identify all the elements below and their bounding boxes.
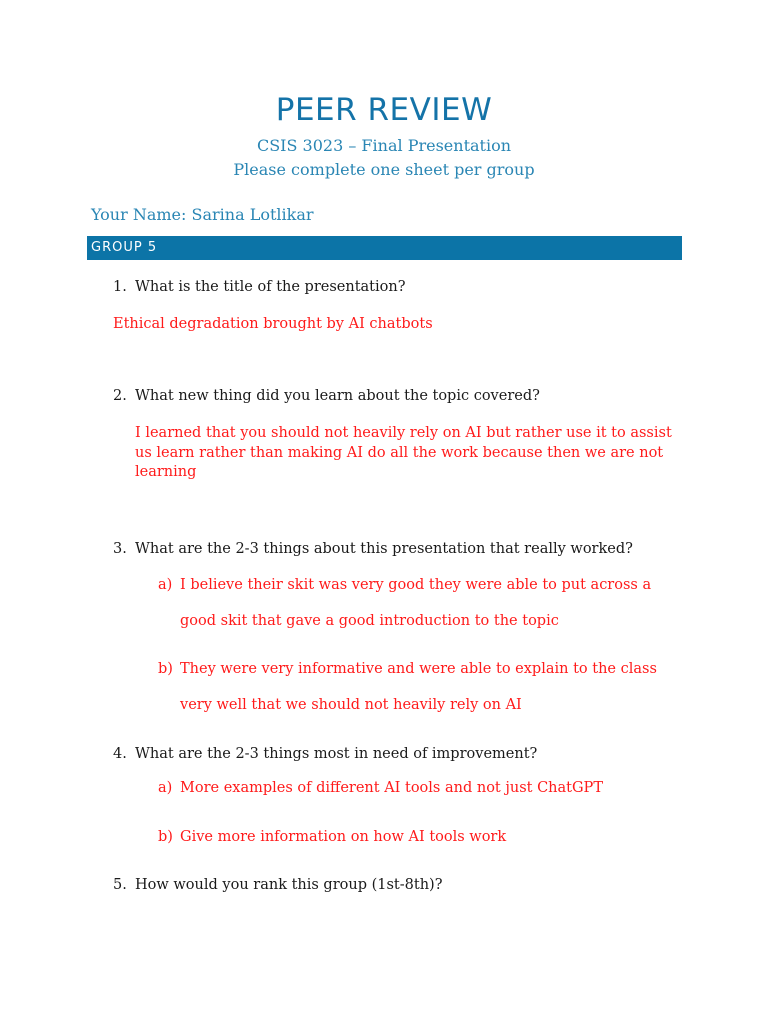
question-5 bbox=[113, 877, 442, 893]
answer-4a-letter: a) bbox=[158, 780, 173, 796]
your-name-line: Your Name: Sarina Lotlikar bbox=[91, 205, 314, 224]
question-3-text: What are the 2-3 things about this presentation that really worked? bbox=[135, 541, 633, 557]
group-bar: GROUP 5 bbox=[87, 236, 682, 260]
answer-4b-letter: b) bbox=[158, 829, 173, 845]
question-5-text: How would you rank this group (1st-8th)? bbox=[135, 877, 443, 893]
answer-4b-text: Give more information on how AI tools work bbox=[180, 829, 507, 845]
question-2-number: 2. bbox=[113, 388, 127, 404]
course-subtitle: CSIS 3023 – Final Presentation bbox=[256, 136, 512, 155]
answer-3a-text: I believe their skit was very good they were able to put across a good skit that gave a good introduction to the topic bbox=[180, 577, 652, 629]
answer-1: Ethical degradation brought by AI chatbots bbox=[113, 316, 433, 332]
answer-3a-letter: a) bbox=[158, 577, 173, 593]
question-2-text: What new thing did you learn about the topic covered? bbox=[135, 388, 540, 404]
question-1-number: 1. bbox=[113, 279, 127, 295]
answer-4b bbox=[158, 819, 680, 855]
question-4 bbox=[113, 746, 537, 762]
question-3-number: 3. bbox=[113, 541, 127, 557]
answer-2: I learned that you should not heavily rely on AI but rather use it to assist us learn rather than making AI do all the work because then we are not learning bbox=[135, 425, 672, 480]
answer-3b-letter: b) bbox=[158, 661, 173, 677]
answer-3b-text: They were very informative and were able to explain to the class very well that we should not heavily rely on AI bbox=[180, 661, 657, 713]
question-4-number: 4. bbox=[113, 746, 127, 762]
instruction-subtitle: Please complete one sheet per group bbox=[233, 160, 535, 179]
question-1 bbox=[113, 279, 405, 295]
answer-4a-text: More examples of different AI tools and not just ChatGPT bbox=[180, 780, 603, 796]
page-title: PEER REVIEW bbox=[275, 92, 493, 128]
question-2 bbox=[113, 388, 540, 404]
question-4-text: What are the 2-3 things most in need of improvement? bbox=[135, 746, 538, 762]
answer-4a bbox=[158, 770, 680, 806]
question-5-number: 5. bbox=[113, 877, 127, 893]
question-3 bbox=[113, 541, 633, 557]
answer-3a bbox=[158, 567, 680, 639]
answer-3b bbox=[158, 651, 680, 723]
question-1-text: What is the title of the presentation? bbox=[135, 279, 406, 295]
